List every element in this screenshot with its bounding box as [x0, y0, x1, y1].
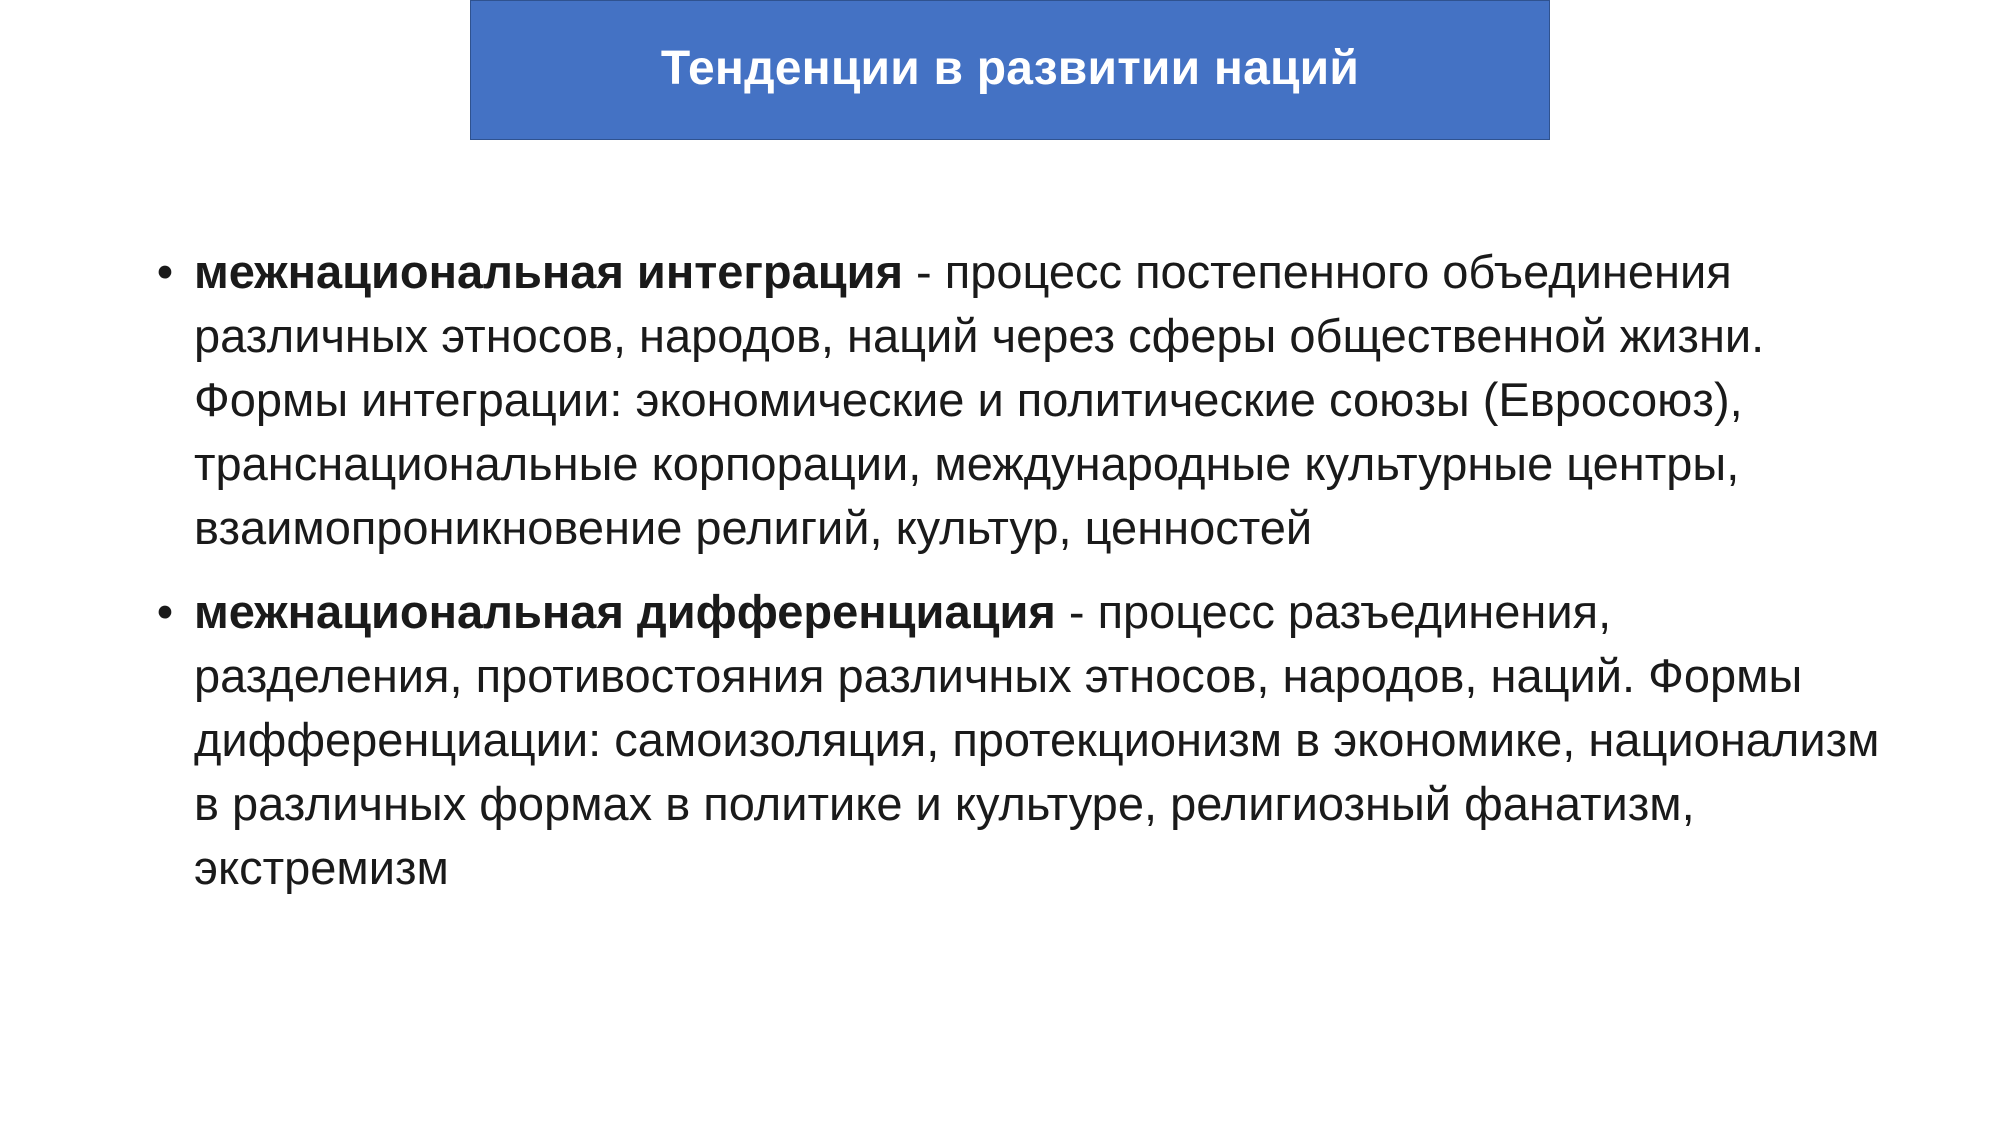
bullet-item-integration: [150, 240, 1890, 560]
term-differentiation: межнациональная дифференциация: [194, 585, 1056, 638]
definition-differentiation: - процесс разъединения, разделения, противостояния различных этносов, народов, наций. Формы дифференциации: самоизоляция, протекционизм в экономике, национализм в различных формах в политике и культуре, религиозный фанатизм, экстремизм: [194, 585, 1880, 894]
slide-title: Тенденции в развитии наций: [660, 41, 1360, 95]
bullet-list: [150, 240, 1890, 920]
bullet-icon: •: [156, 585, 174, 638]
bullet-item-differentiation: [150, 580, 1890, 900]
bullet-icon: •: [156, 245, 174, 298]
title-banner: [470, 0, 1550, 140]
term-integration: межнациональная интеграция: [194, 245, 903, 298]
definition-integration: - процесс постепенного объединения различных этносов, народов, наций через сферы общественной жизни. Формы интеграции: экономические и политические союзы (Евросоюз), транснациональные корпорации, международные культурные центры, взаимопроникновение религий, культур, ценностей: [194, 245, 1765, 554]
